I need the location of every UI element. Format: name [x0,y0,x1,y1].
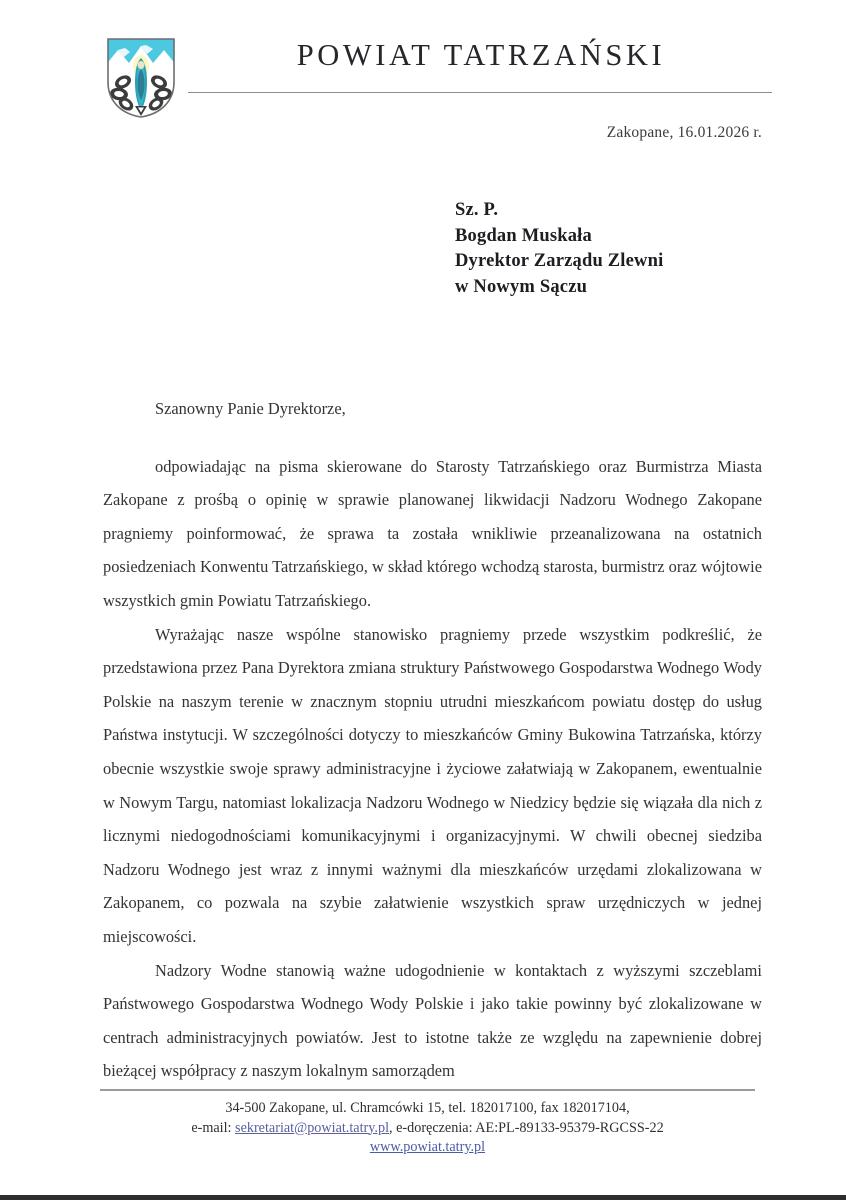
date-line: Zakopane, 16.01.2026 r. [606,124,762,141]
organization-title: POWIAT TATRZAŃSKI [296,38,666,72]
letter-paragraph-2: Wyrażając nasze wspólne stanowisko pragniemy przede wszystkim podkreślić, że przedstawiona przez Pana Dyrektora zmiana struktury Państwowego Gospodarstwa Wodnego Wody Polskie na naszym terenie w znacznym stopniu utrudni mieszkańcom powiatu dostęp do usług Państwa instytucji. W szczególności dotyczy to mieszkańców Gminy Bukowina Tatrzańska, którzy obecnie wszystkie swoje sprawy administracyjne i życiowe załatwiają w Zakopanem, ewentualnie w Nowym Targu, natomiast lokalizacja Nadzoru Wodnego w Niedzicy będzie się wiązała dla nich z licznymi niedogodnościami komunikacyjnymi i organizacyjnymi. W chwili obecnej siedziba Nadzoru Wodnego jest wraz z innymi ważnymi dla mieszkańców urzędami zlokalizowana w Zakopanem, co pozwala na szybie załatwienie wszystkich spraw urzędniczych w jednej miejscowości. [103,624,762,946]
addressee-block [455,198,663,300]
letter-paragraph-3: Nadzory Wodne stanowią ważne udogodnienie w kontaktach z wyższymi szczeblami Państwowego Gospodarstwa Wodnego Wody Polskie i jako takie powinny być zlokalizowane w centrach administracyjnych powiatów. Jest to istotne także ze względu na zapewnienie dobrej bieżącej współpracy z naszym lokalnym samorządem [103,960,762,1081]
footer-website-link[interactable]: www.powiat.tatry.pl [369,1139,486,1156]
header-divider [188,92,772,93]
addressee-name: Bogdan Muskała [455,225,592,246]
footer-block [100,1099,755,1158]
footer-address-line: 34-500 Zakopane, ul. Chramcówki 15, tel. 182017100, fax 182017104, [225,1100,630,1116]
letter-body [103,392,762,1088]
footer-divider [100,1089,755,1091]
footer-website-line [100,1138,755,1158]
scan-edge-bar [0,1195,846,1200]
coat-of-arms-icon [104,36,178,120]
footer-email-label: e-mail: [191,1119,236,1136]
footer-email-link[interactable]: sekretariat@powiat.tatry.pl [235,1119,390,1136]
letter-paragraph-1: odpowiadając na pisma skierowane do Starosty Tatrzańskiego oraz Burmistrza Miasta Zakopane z prośbą o opinię w sprawie planowanej likwidacji Nadzoru Wodnego Zakopane pragniemy poinformować, że sprawa ta została wnikliwie przeanalizowana na ostatnich posiedzeniach Konwentu Tatrzańskiego, w skład którego wchodzą starosta, burmistrz oraz wójtowie wszystkich gmin Powiatu Tatrzańskiego. [103,456,762,610]
footer-edoreczenia-label: , e-doręczenia: [389,1119,476,1136]
addressee-location: w Nowym Sączu [455,276,588,297]
addressee-position: Dyrektor Zarządu Zlewni [455,251,664,271]
footer-contact-line [100,1119,755,1139]
letter-salutation: Szanowny Panie Dyrektorze, [155,399,346,418]
letterhead [0,0,846,118]
addressee-salutation-title: Sz. P. [455,200,499,220]
footer-edoreczenia-value: AE:PL-89133-95379-RGCSS-22 [475,1119,664,1136]
